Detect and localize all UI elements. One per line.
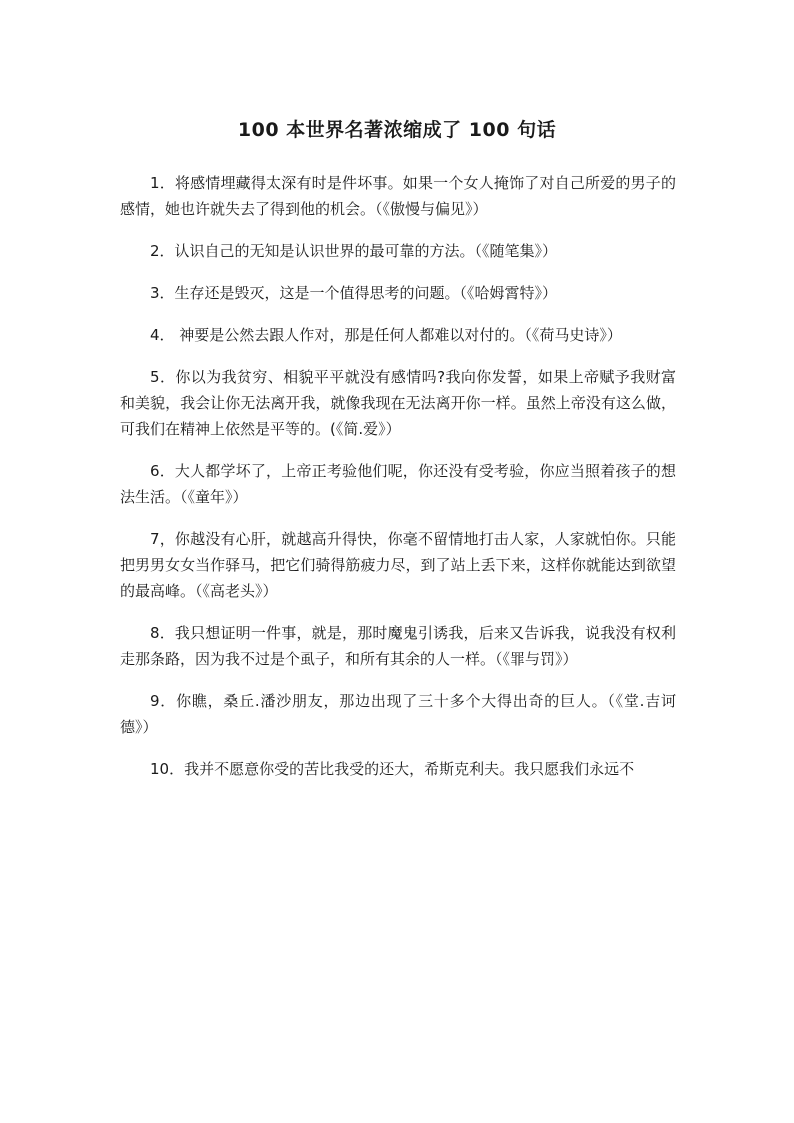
paragraph-8: 8．我只想证明一件事，就是，那时魔鬼引诱我，后来又告诉我，说我没有权利走那条路，因为我不过是个虱子，和所有其余的人一样。（《罪与罚》） [120, 624, 676, 668]
paragraph-1: 1．将感情埋藏得太深有时是件坏事。如果一个女人掩饰了对自己所爱的男子的感情，她也许就失去了得到他的机会。（《傲慢与偏见》） [120, 174, 676, 218]
paragraph-6: 6．大人都学坏了，上帝正考验他们呢，你还没有受考验，你应当照着孩子的想法生活。（《童年》） [120, 462, 676, 506]
paragraph-4: 4． 神要是公然去跟人作对，那是任何人都难以对付的。（《荷马史诗》） [150, 326, 622, 344]
paragraph-3: 3．生存还是毁灭，这是一个值得思考的问题。（《哈姆霄特》） [150, 284, 558, 302]
document-title: 100 本世界名著浓缩成了 100 句话 [237, 119, 557, 141]
paragraph-2: 2．认识自己的无知是认识世界的最可靠的方法。（《随笔集》） [150, 242, 558, 260]
paragraph-5: 5．你以为我贫穷、相貌平平就没有感情吗?我向你发誓，如果上帝赋予我财富和美貌，我会让你无法离开我，就像我现在无法离开你一样。虽然上帝没有这么做，可我们在精神上依然是平等的。(《简.爱》） [120, 368, 676, 438]
paragraph-9: 9．你瞧，桑丘.潘沙朋友，那边出现了三十多个大得出奇的巨人。（《堂.吉诃德》） [120, 692, 676, 736]
document-body [120, 170, 676, 798]
paragraph-7: 7，你越没有心肝，就越高升得快，你毫不留情地打击人家，人家就怕你。只能把男男女女当作驿马，把它们骑得筋疲力尽，到了站上丢下来，这样你就能达到欲望的最高峰。（《高老头》） [120, 530, 676, 600]
paragraph-10: 10．我并不愿意你受的苦比我受的还大，希斯克利夫。我只愿我们永远不 [150, 760, 635, 778]
